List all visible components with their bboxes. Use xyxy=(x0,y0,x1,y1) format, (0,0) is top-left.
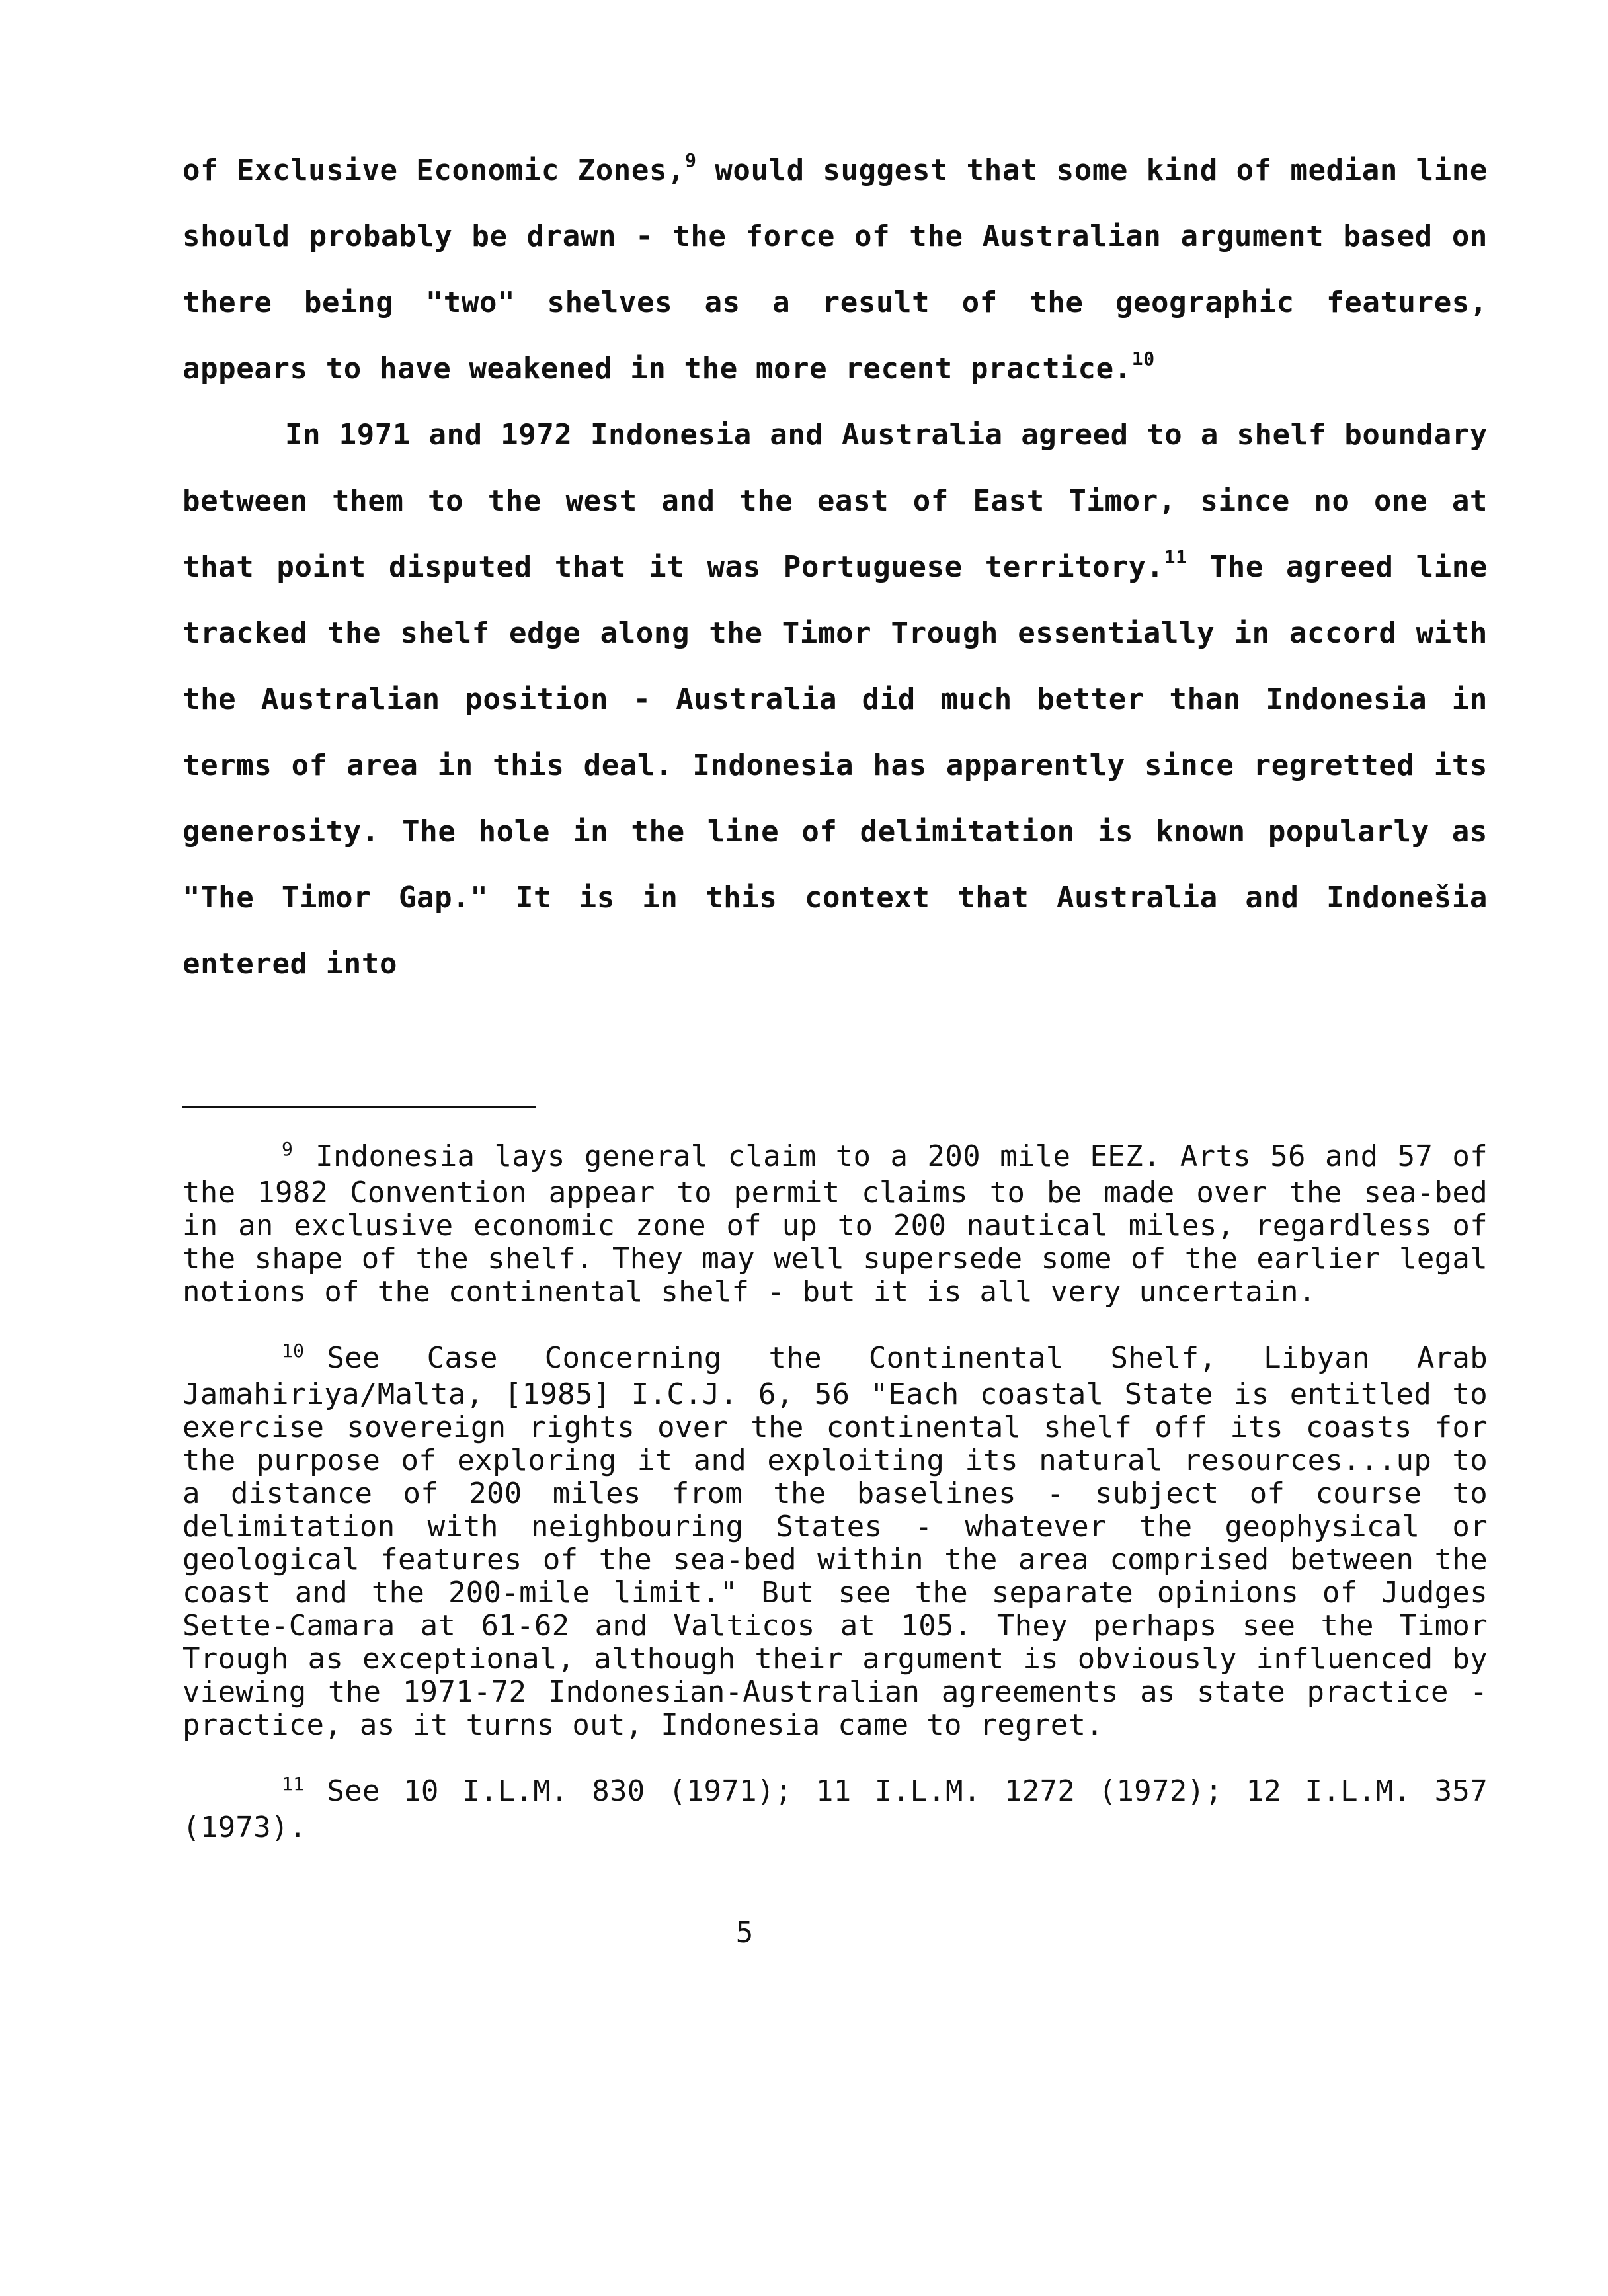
footnote-text: See 10 I.L.M. 830 (1971); 11 I.L.M. 1272 (1972); 12 I.L.M. 357 (1973). xyxy=(182,1774,1488,1844)
body-text xyxy=(182,138,1488,997)
footnote-separator xyxy=(182,1106,536,1108)
page-number: 5 xyxy=(735,1916,754,1949)
footnote-ref-9: 9 xyxy=(685,149,697,172)
footnote-ref-10: 10 xyxy=(1131,348,1155,370)
document-page xyxy=(182,0,1488,2296)
footnote-text: See Case Concerning the Continental Shelf, Libyan Arab Jamahiriya/Malta, [1985] I.C.J. 6, 56 "Each coastal State is entitled to exercise sovereign rights over the continental shelf off its coasts for the purpose of exploring it and exploiting its natural resources...up to a distance of 200 miles from the baselines - subject of course to delimitation with neighbouring States - whatever the geophysical or geological features of the sea-bed within the area comprised between the coast and the 200-mile limit." But see the separate opinions of Judges Sette-Camara at 61-62 and Valticos at 105. They perhaps see the Timor Trough as exceptional, although their argument is obviously influenced by viewing the 1971-72 Indonesian-Australian agreements as state practice - practice, as it turns out, Indonesia came to regret. xyxy=(182,1341,1488,1742)
paragraph-1-text-a: of Exclusive Economic Zones, xyxy=(182,153,686,187)
paragraph-2-text-b: The agreed line tracked the shelf edge along the Timor Trough essentially in accord with the Australian position - Australia did much better than Indonesia in terms of area in this deal. Indonesia has apparently since regretted its generosity. The hole in the line of delimitation is known popularly as "The Timor Gap." It is in this context that Australia and Indonešia entered into xyxy=(182,550,1488,981)
paragraph-2-text-a: In 1971 and 1972 Indonesia and Australia agreed to a shelf boundary between them to the west and the east of East Timor, since no one at that point disputed that it was Portuguese territory. xyxy=(182,418,1488,584)
paragraph-1-text-b: would suggest that some kind of median line should probably be drawn - the force of the Australian argument based on there being "two" shelves as a result of the geographic features, appears to have weakened in the more recent practice. xyxy=(182,153,1488,386)
footnote-mark: 11 xyxy=(282,1773,305,1795)
footnote-mark: 9 xyxy=(282,1138,294,1160)
footnotes xyxy=(182,1140,1488,1877)
footnote-mark: 10 xyxy=(282,1340,305,1362)
paragraph-2 xyxy=(182,402,1488,997)
footnote-11 xyxy=(182,1775,1488,1844)
footnote-ref-11: 11 xyxy=(1164,546,1187,569)
footnote-text: Indonesia lays general claim to a 200 mile EEZ. Arts 56 and 57 of the 1982 Convention appear to permit claims to be made over the sea-bed in an exclusive economic zone of up to 200 nautical miles, regardless of the shape of the shelf. They may well supersede some of the earlier legal notions of the continental shelf - but it is all very uncertain. xyxy=(182,1139,1488,1309)
footnote-9 xyxy=(182,1140,1488,1309)
paragraph-1 xyxy=(182,138,1488,402)
footnote-10 xyxy=(182,1342,1488,1742)
